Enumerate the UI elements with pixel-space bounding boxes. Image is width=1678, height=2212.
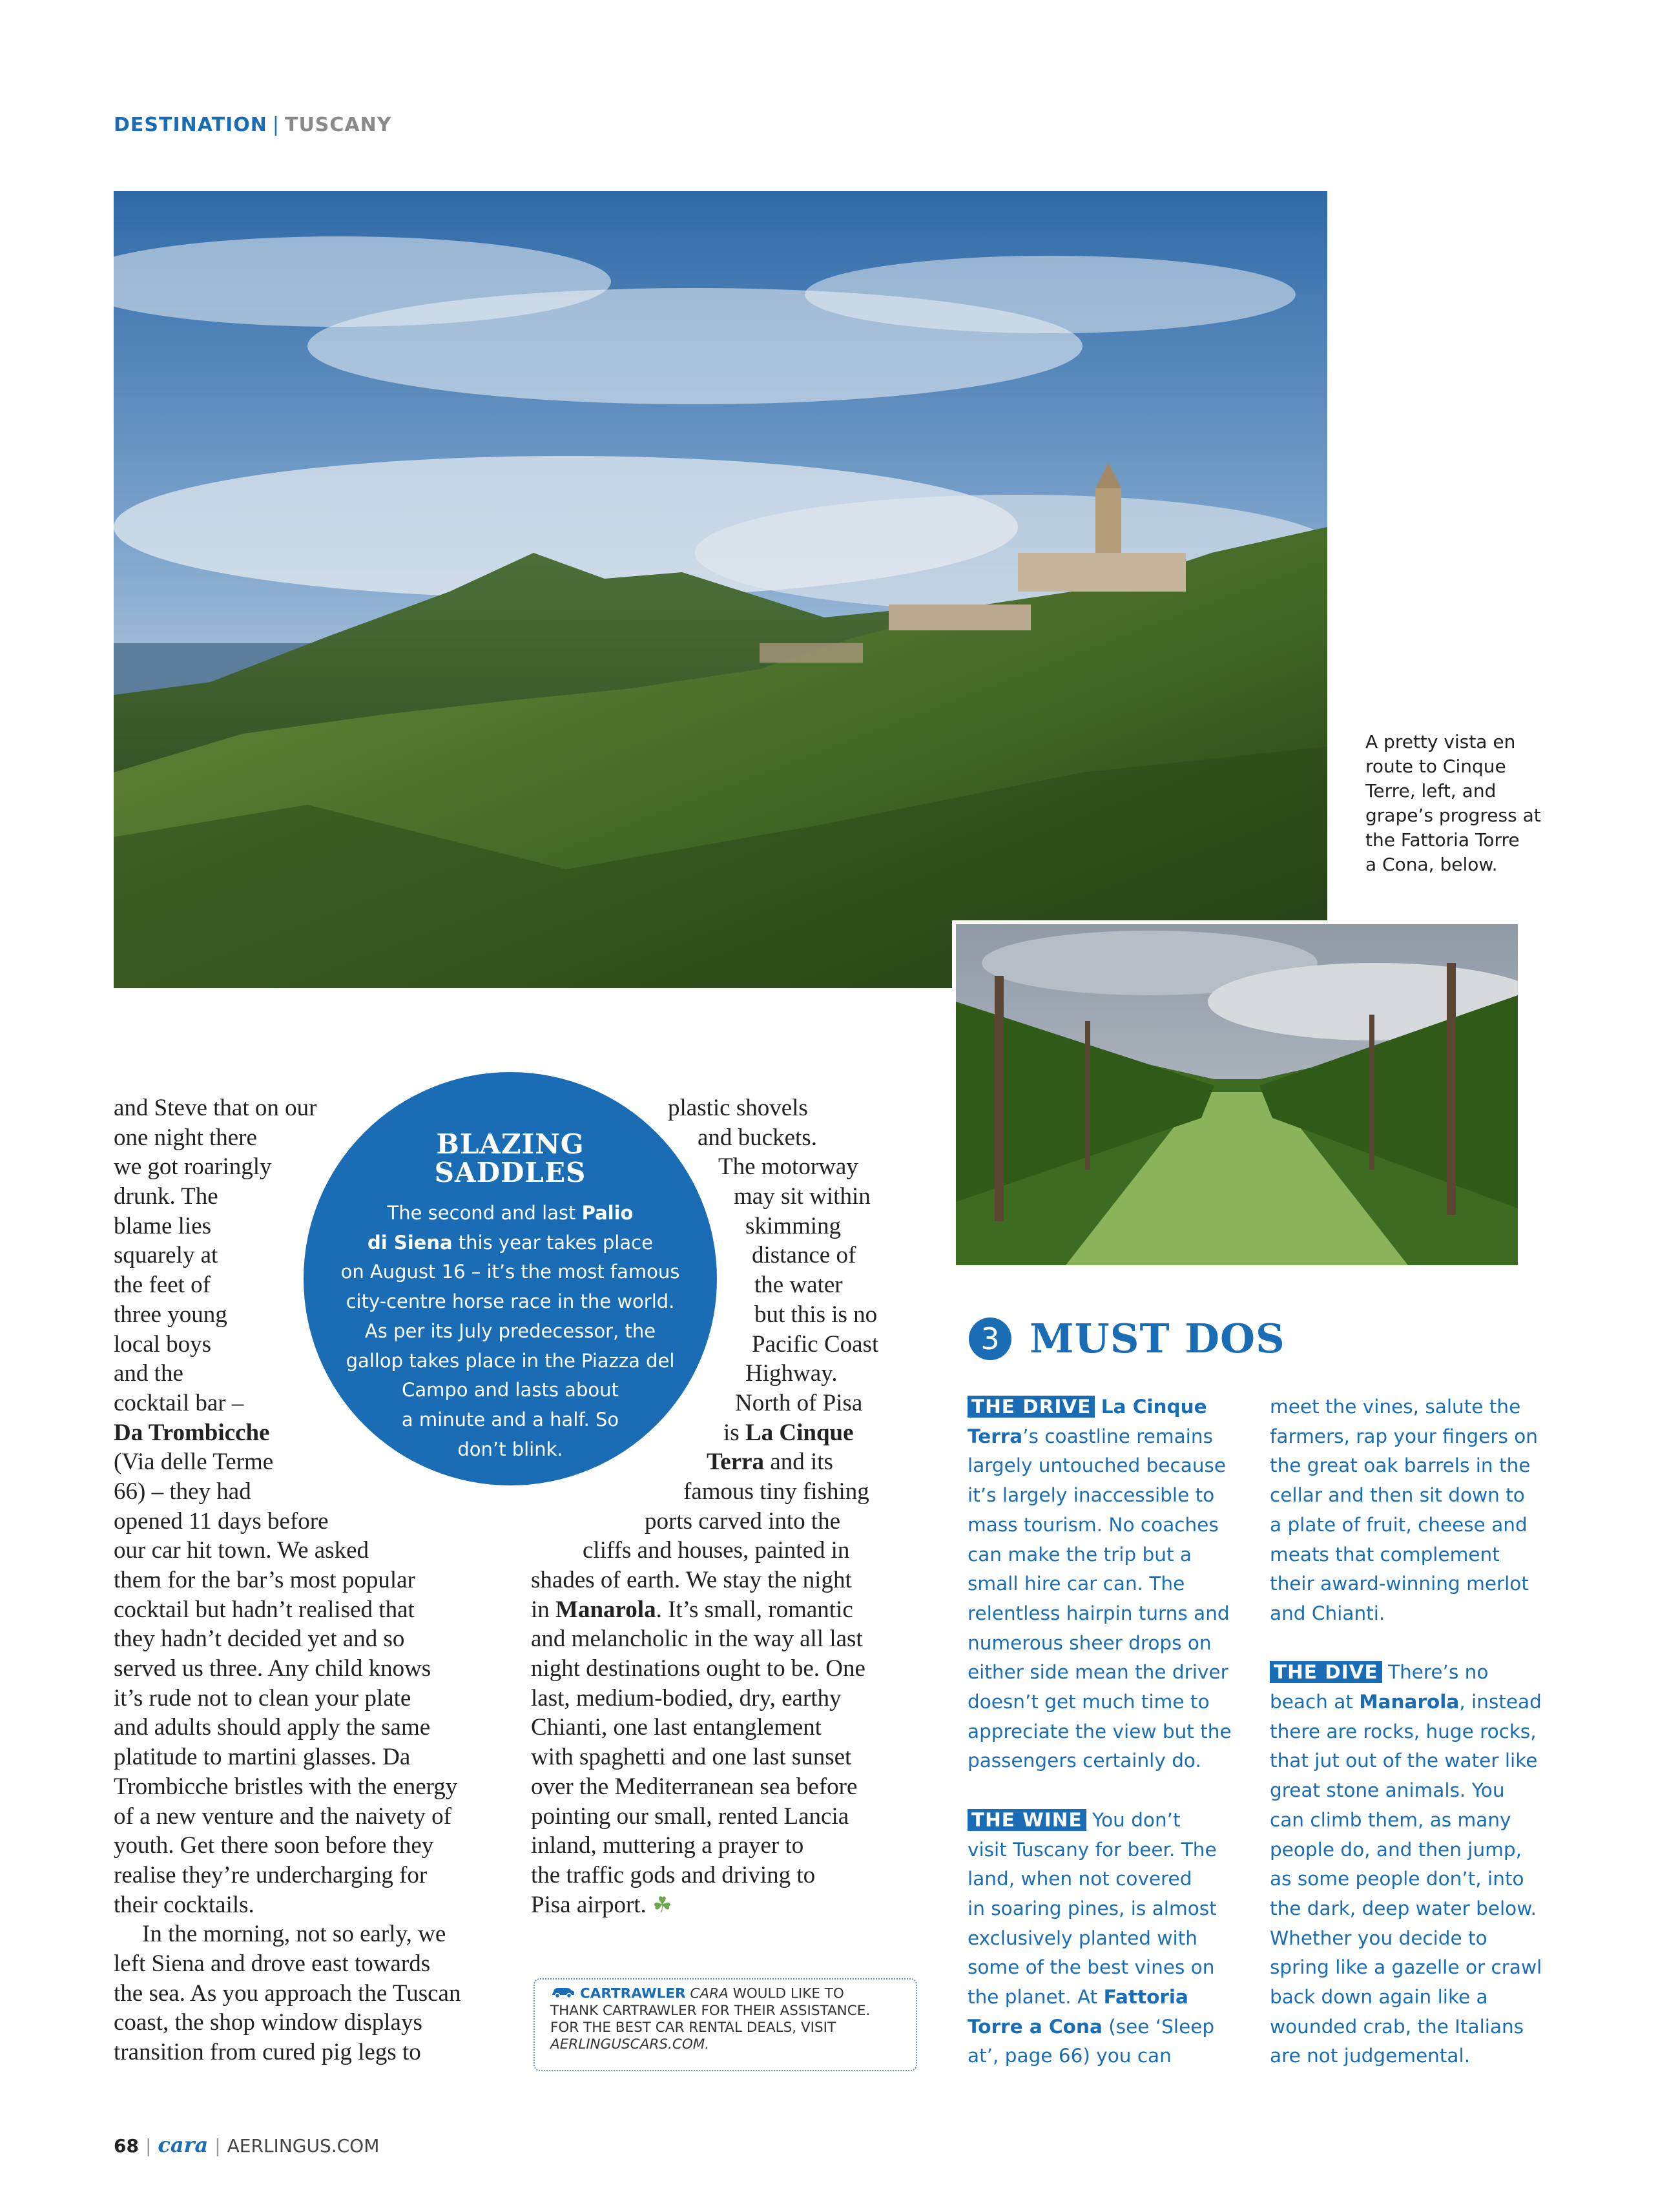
- body-line: shades of earth. We stay the night: [531, 1567, 852, 1593]
- must-line: as some people don’t, into: [1270, 1868, 1524, 1890]
- sidebar-title-line: SADDLES: [434, 1157, 586, 1188]
- place-name: Fattoria: [1103, 1986, 1188, 2009]
- wine-tag: THE WINE: [968, 1809, 1086, 1831]
- body-line: In the morning, not so early, we: [142, 1921, 446, 1948]
- sidebar-text: this year takes place: [452, 1231, 653, 1254]
- body-line: may sit within: [734, 1183, 871, 1210]
- body-line: blame lies: [114, 1212, 212, 1239]
- must-line: exclusively planted with: [968, 1927, 1197, 1949]
- must-line: there are rocks, huge rocks,: [1270, 1720, 1537, 1742]
- must-line: meet the vines, salute the: [1270, 1396, 1521, 1418]
- body-line: and adults should apply the same: [114, 1714, 431, 1741]
- body-line: distance of: [752, 1242, 856, 1269]
- body-line: drunk. The: [114, 1183, 218, 1210]
- body-line: one night there: [114, 1124, 257, 1151]
- body-line: it’s rude not to clean your plate: [114, 1684, 411, 1711]
- caption-line: grape’s progress at: [1365, 805, 1541, 826]
- sidebar-title-line: BLAZING: [436, 1128, 585, 1160]
- place-name: Manarola: [555, 1596, 656, 1623]
- must-line: [968, 2012, 1252, 2042]
- body-line: opened 11 days before: [114, 1507, 329, 1535]
- must-line: land, when not covered: [968, 1868, 1192, 1890]
- body-line: cocktail bar –: [114, 1389, 244, 1416]
- must-line: relentless hairpin turns and: [968, 1602, 1230, 1624]
- body-line: inland, muttering a prayer to: [531, 1832, 804, 1859]
- must-line: numerous sheer drops on: [968, 1631, 1212, 1654]
- must-text: ’s coastline remains: [1022, 1425, 1213, 1447]
- must-line: people do, and then jump,: [1270, 1838, 1522, 1861]
- sidebar-title: [304, 1130, 717, 1187]
- body-line: North of Pisa: [735, 1389, 863, 1416]
- subsection-label: TUSCANY: [284, 114, 392, 136]
- dive-tag: THE DIVE: [1270, 1661, 1382, 1683]
- must-line: farmers, rap your fingers on: [1270, 1425, 1538, 1447]
- must-line: doesn’t get much time to: [968, 1691, 1210, 1713]
- header-divider: |: [272, 114, 280, 136]
- caption-line: Terre, left, and: [1365, 780, 1497, 801]
- must-line: [1270, 1688, 1554, 1717]
- sidebar-line: city-centre horse race in the world.: [346, 1290, 675, 1313]
- must-line: the dark, deep water below.: [1270, 1897, 1537, 1919]
- must-dos-number-badge: 3: [969, 1318, 1011, 1360]
- must-line: [968, 1422, 1252, 1452]
- credit-text: WOULD LIKE TO: [728, 1985, 844, 2002]
- body-line: their cocktails.: [114, 1891, 254, 1918]
- body-line: with spaghetti and one last sunset: [531, 1744, 852, 1771]
- must-line: [968, 1806, 1252, 1835]
- body-line: skimming: [745, 1212, 842, 1239]
- caption-line: route to Cinque: [1365, 756, 1506, 777]
- section-label: DESTINATION: [114, 114, 267, 136]
- body-line: they hadn’t decided yet and so: [114, 1626, 405, 1653]
- section-header: [114, 114, 391, 136]
- body-text: is: [723, 1419, 745, 1446]
- body-line: night destinations ought to be. One: [531, 1655, 865, 1682]
- body-line: the water: [754, 1272, 843, 1299]
- must-line: are not judgemental.: [1270, 2045, 1471, 2067]
- sidebar-line: [304, 1228, 717, 1258]
- page-footer: [114, 2133, 379, 2157]
- footer-divider: |: [145, 2135, 152, 2156]
- must-line: visit Tuscany for beer. The: [968, 1838, 1217, 1861]
- sidebar-text: The second and last: [387, 1202, 582, 1224]
- sidebar-line: [304, 1199, 717, 1228]
- vineyard-photo: [952, 920, 1522, 1269]
- must-line: can make the trip but a: [968, 1543, 1192, 1566]
- place-name: Terra: [968, 1425, 1023, 1447]
- body-line: The motorway: [718, 1153, 858, 1181]
- sidebar-line: don’t blink.: [457, 1438, 563, 1460]
- place-name: Terra: [707, 1449, 765, 1476]
- must-line: appreciate the view but the: [968, 1720, 1232, 1742]
- sidebar-line: gallop takes place in the Piazza del: [346, 1349, 675, 1372]
- must-line: can climb them, as many: [1270, 1808, 1511, 1831]
- must-line: and Chianti.: [1270, 1602, 1385, 1624]
- must-text: You don’t: [1086, 1808, 1181, 1831]
- must-line: their award-winning merlot: [1270, 1573, 1529, 1595]
- must-line: cellar and then sit down to: [1270, 1484, 1525, 1507]
- body-line: 66) – they had: [114, 1478, 251, 1505]
- body-line: [531, 1595, 918, 1625]
- cartrawler-credit: [550, 1985, 912, 2053]
- caption-line: the Fattoria Torre: [1365, 829, 1520, 851]
- must-text: (see ‘Sleep: [1102, 2015, 1215, 2038]
- body-line: plastic shovels: [668, 1095, 808, 1121]
- must-line: back down again like a: [1270, 1986, 1488, 2009]
- body-line: we got roaringly: [114, 1153, 272, 1181]
- credit-line: FOR THE BEST CAR RENTAL DEALS, VISIT: [550, 2020, 836, 2036]
- shamrock-icon: ☘: [652, 1892, 672, 1918]
- must-line: small hire car can. The: [968, 1573, 1185, 1595]
- body-line: Chianti, one last entanglement: [531, 1714, 822, 1741]
- must-line: spring like a gazelle or crawl: [1270, 1956, 1542, 1979]
- body-text: in: [531, 1596, 556, 1623]
- body-line: cocktail but hadn’t realised that: [114, 1596, 415, 1623]
- must-line: the great oak barrels in the: [1270, 1454, 1531, 1477]
- must-line: passengers certainly do.: [968, 1750, 1201, 1772]
- body-line: coast, the shop window displays: [114, 2009, 422, 2036]
- must-line: [968, 1983, 1252, 2012]
- spacer: [1270, 1629, 1554, 1659]
- event-name: di Siena: [368, 1231, 453, 1254]
- credit-line: [550, 2036, 912, 2053]
- body-text: Pisa airport.: [531, 1891, 647, 1918]
- caption-line: A pretty vista en: [1365, 731, 1516, 752]
- must-line: a plate of fruit, cheese and: [1270, 1513, 1528, 1536]
- must-line: at’, page 66) you can: [968, 2045, 1172, 2067]
- event-name: Palio: [581, 1202, 634, 1224]
- must-text: beach at: [1270, 1691, 1360, 1713]
- must-line: in soaring pines, is almost: [968, 1897, 1217, 1919]
- place-name: La Cinque: [1101, 1396, 1207, 1418]
- blazing-saddles-sidebar: [304, 1130, 717, 1464]
- must-text: , instead: [1459, 1691, 1542, 1713]
- body-line: them for the bar’s most popular: [114, 1567, 415, 1593]
- body-line: over the Mediterranean sea before: [531, 1773, 858, 1800]
- body-line: famous tiny fishing: [683, 1478, 869, 1505]
- sidebar-line: on August 16 – it’s the most famous: [340, 1261, 680, 1283]
- body-line: and buckets.: [698, 1124, 817, 1151]
- body-line: local boys: [114, 1330, 212, 1358]
- place-name: Manarola: [1359, 1691, 1460, 1713]
- body-line: the traffic gods and driving to: [531, 1861, 816, 1888]
- body-line: transition from cured pig legs to: [114, 2039, 421, 2065]
- must-line: it’s largely inaccessible to: [968, 1484, 1215, 1507]
- body-line: three young: [114, 1301, 227, 1328]
- must-line: [1270, 1658, 1554, 1688]
- body-line: Highway.: [745, 1360, 838, 1387]
- body-line: Trombicche bristles with the energy: [114, 1773, 458, 1800]
- must-line: wounded crab, the Italians: [1270, 2015, 1524, 2038]
- venue-name: Da Trombicche: [114, 1419, 270, 1446]
- must-text: There’s no: [1382, 1661, 1489, 1684]
- photo-caption: [1365, 730, 1572, 877]
- must-line: some of the best vines on: [968, 1956, 1215, 1979]
- credit-line: THANK CARTRAWLER FOR THEIR ASSISTANCE.: [550, 2003, 871, 2019]
- credit-link[interactable]: AERLINGUSCARS.COM.: [550, 2036, 710, 2052]
- body-line: [531, 1890, 918, 1920]
- body-line: cliffs and houses, painted in: [583, 1537, 850, 1564]
- body-line: served us three. Any child knows: [114, 1655, 431, 1682]
- footer-divider: |: [214, 2135, 221, 2156]
- body-line: platitude to martini glasses. Da: [114, 1744, 411, 1771]
- body-text: . It’s small, romantic: [656, 1596, 853, 1623]
- credit-magazine: CARA: [690, 1985, 729, 2002]
- body-line: the sea. As you approach the Tuscan: [114, 1979, 461, 2007]
- must-line: [968, 1392, 1252, 1422]
- sidebar-line: As per its July predecessor, the: [364, 1319, 656, 1342]
- body-line: squarely at: [114, 1242, 218, 1269]
- must-line: Whether you decide to: [1270, 1927, 1487, 1949]
- body-line: youth. Get there soon before they: [114, 1832, 434, 1859]
- body-line: of a new venture and the naivety of: [114, 1803, 451, 1830]
- body-line: and Steve that on our: [114, 1095, 317, 1121]
- body-line: our car hit town. We asked: [114, 1537, 369, 1564]
- body-text: and its: [764, 1449, 833, 1476]
- must-line: that jut out of the water like: [1270, 1750, 1538, 1772]
- body-line: but this is no: [754, 1301, 878, 1328]
- must-line: great stone animals. You: [1270, 1779, 1505, 1802]
- body-line: and the: [114, 1360, 183, 1387]
- sidebar-body: [304, 1199, 717, 1464]
- body-line: ports carved into the: [645, 1507, 841, 1535]
- must-line: mass tourism. No coaches: [968, 1513, 1219, 1536]
- body-line: last, medium-bodied, dry, earthy: [531, 1684, 842, 1711]
- spacer: [968, 1776, 1252, 1806]
- credit-brand: CARTRAWLER: [580, 1985, 686, 2002]
- must-line: either side mean the driver: [968, 1661, 1228, 1684]
- body-line: realise they’re undercharging for: [114, 1861, 428, 1888]
- body-line: and melancholic in the way all last: [531, 1626, 863, 1653]
- cinque-terre-landscape-photo: [114, 191, 1327, 988]
- sidebar-line: a minute and a half. So: [401, 1408, 619, 1431]
- must-dos-title: MUST DOS: [1030, 1315, 1285, 1362]
- page-number: 68: [114, 2135, 139, 2156]
- place-name: Torre a Cona: [968, 2015, 1103, 2038]
- must-line: meats that complement: [1270, 1543, 1500, 1566]
- place-name: La Cinque: [745, 1419, 854, 1446]
- website-link[interactable]: AERLINGUS.COM: [227, 2135, 380, 2156]
- drive-tag: THE DRIVE: [968, 1396, 1095, 1418]
- body-line: the feet of: [114, 1272, 211, 1299]
- car-icon: [550, 1985, 576, 2003]
- caption-line: a Cona, below.: [1365, 854, 1498, 875]
- body-line: left Siena and drove east towards: [114, 1950, 431, 1977]
- credit-line: [550, 1985, 912, 2003]
- body-line: (Via delle Terme: [114, 1449, 274, 1476]
- cara-logo: cara: [158, 2133, 209, 2157]
- must-dos-column-1: [968, 1392, 1252, 2071]
- body-line: pointing our small, rented Lancia: [531, 1803, 849, 1830]
- sidebar-line: Campo and lasts about: [402, 1379, 619, 1401]
- must-line: largely untouched because: [968, 1454, 1227, 1477]
- body-line: Pacific Coast: [752, 1330, 879, 1358]
- must-dos-column-2: [1270, 1392, 1554, 2071]
- must-text: the planet. At: [968, 1986, 1104, 2009]
